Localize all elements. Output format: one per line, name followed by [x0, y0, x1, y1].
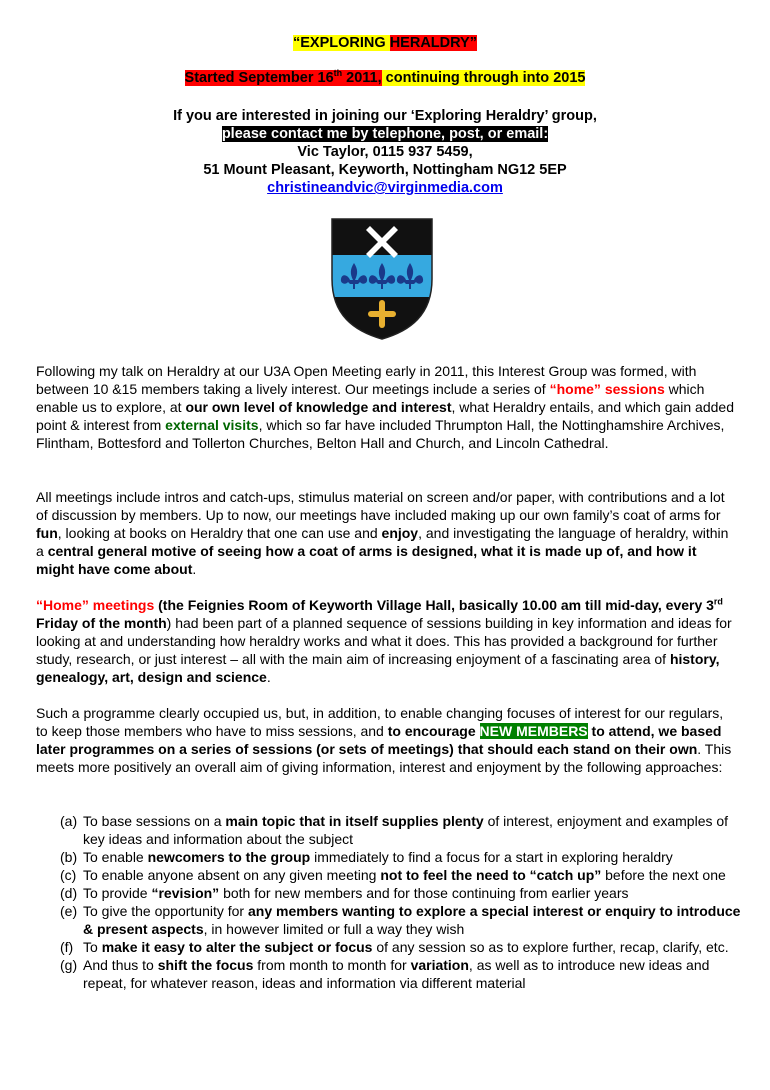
contact-intro: If you are interested in joining our ‘Exploring Heraldry’ group, [173, 108, 597, 124]
paragraph-intro: Following my talk on Heraldry at our U3A Open Meeting early in 2011, this Interest Group was formed, with between 10 &15 members taking a lively interest. Our meetings include a series of “home” sessions which enable us to explore, at our own level of knowledge and interest, what Heraldry entails, and which gain added point & interest from external visits, which so far have included Thrumpton Hall, the Nottinghamshire Archives, Flintham, Bottesford and Tollerton Churches, Belton Hall and Church, and Lincoln Cathedral. [36, 363, 734, 451]
title-part-1: “EXPLORING [293, 35, 390, 51]
approaches-list [60, 812, 750, 992]
contact-address: 51 Mount Pleasant, Keyworth, Nottingham NG12 5EP [203, 162, 567, 178]
email-link[interactable]: christineandvic@virginmedia.com [267, 180, 503, 196]
list-item: (b) To enable newcomers to the group immediately to find a focus for a start in exploring heraldry [60, 849, 673, 865]
list-item: (e) To give the opportunity for any members wanting to explore a special interest or enquiry to introduce & present aspects, in however limited or full a way they wish [60, 903, 741, 937]
paragraph-meetings: All meetings include intros and catch-ups, stimulus material on screen and/or paper, with contributions and a lot of discussion by members. Up to now, our meetings have included making up our own family’s coat of arms for fun, looking at books on Heraldry that one can use and enjoy, and investigating the language of heraldry, within a central general motive of seeing how a coat of arms is designed, what it is made up of, and how it might have come about. [36, 489, 729, 577]
fleur-de-lis-icons [341, 263, 423, 289]
contact-block [0, 107, 770, 197]
coat-of-arms-shield [330, 217, 434, 341]
started-date: Started September 16th 2011, [184, 68, 382, 86]
started-line [0, 70, 770, 86]
title-part-2: HERALDRY” [389, 35, 477, 51]
list-item: (f) To make it easy to alter the subject or focus of any session so as to explore further, recap, clarify, etc. [60, 939, 729, 955]
contact-instruction: please contact me by telephone, post, or email: [221, 126, 549, 142]
list-item: (c) To enable anyone absent on any given meeting not to feel the need to “catch up” before the next one [60, 867, 726, 883]
contact-name-phone: Vic Taylor, 0115 937 5459, [297, 144, 473, 160]
new-members-highlight: NEW MEMBERS [479, 723, 588, 739]
list-item: (a) To base sessions on a main topic that in itself supplies plenty of interest, enjoyment and examples of key ideas and information about the subject [60, 813, 729, 847]
continuing-text: continuing through into 2015 [381, 70, 586, 86]
paragraph-programme: Such a programme clearly occupied us, but, in addition, to enable changing focuses of interest for our regulars, to keep those members who have to miss sessions, and to encourage NEW MEMBERS to attend, we based later programmes on a series of sessions (or sets of meetings) that should each stand on their own. This meets more positively an overall aim of giving information, interest and enjoyment by the following approaches: [36, 705, 732, 775]
paragraph-home-meetings: “Home” meetings (the Feignies Room of Keyworth Village Hall, basically 10.00 am till mid-day, every 3rd Friday of the month) had been part of a planned sequence of sessions building in key information and ideas for looking at and understanding how heraldry works and what it does. This has provided a background for further study, research, or just interest – all with the main aim of increasing enjoyment of a fascinating area of history, genealogy, art, design and science. [36, 596, 732, 685]
list-item: (d) To provide “revision” both for new members and for those continuing from earlier years [60, 885, 629, 901]
list-item: (g) And thus to shift the focus from month to month for variation, as well as to introduce new ideas and repeat, for whatever reason, ideas and information via different material [60, 957, 710, 991]
page-title [0, 35, 770, 51]
